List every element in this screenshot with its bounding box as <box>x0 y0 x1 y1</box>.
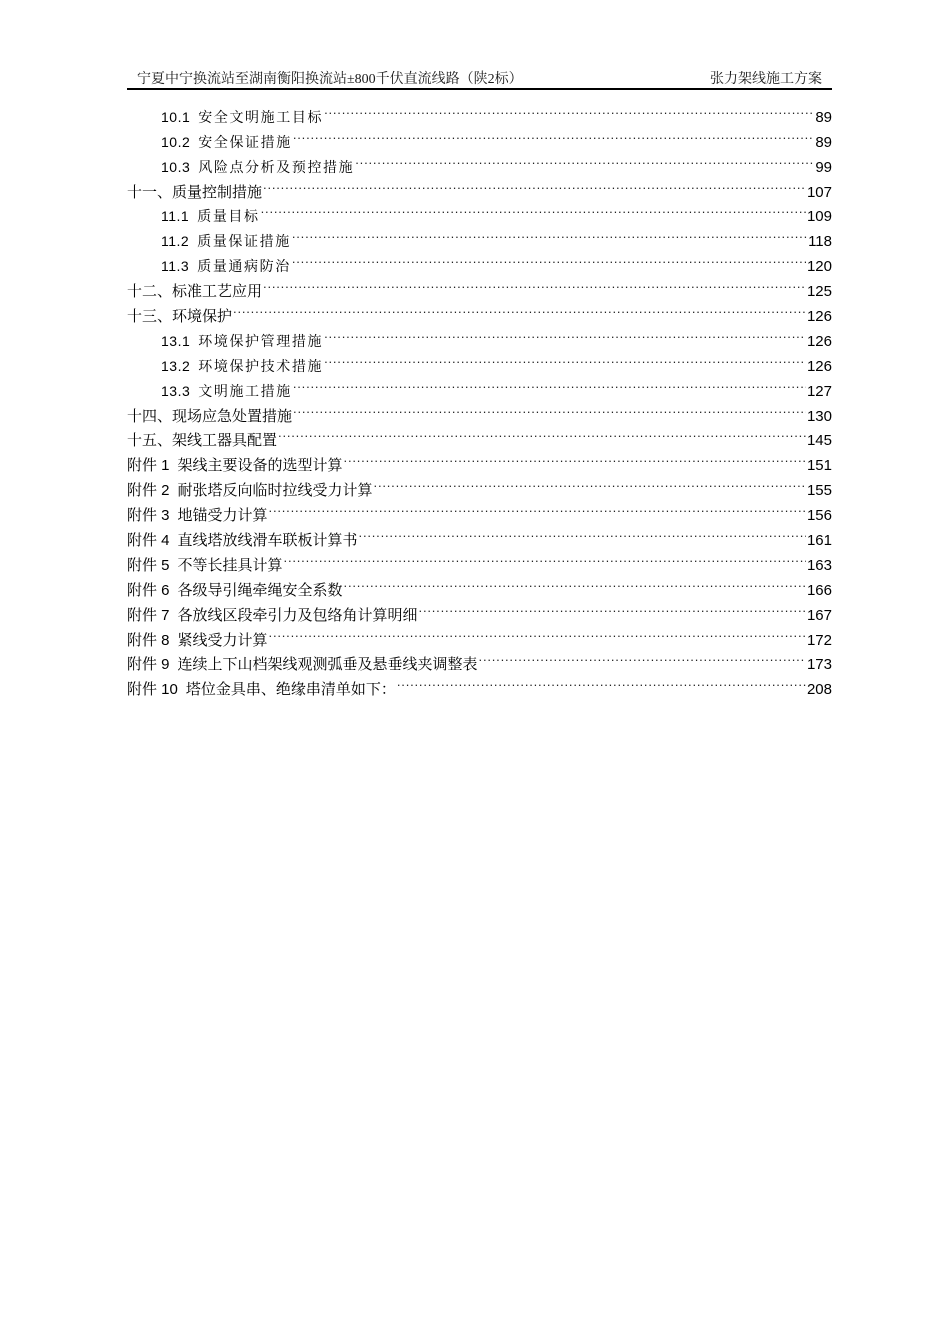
toc-entry-title: 架线工器具配置 <box>172 432 278 450</box>
toc-entry-page: 127 <box>806 382 832 400</box>
dot-leader <box>293 122 814 147</box>
dot-leader <box>293 396 806 421</box>
toc-entry-number: 附件 4 <box>127 532 170 550</box>
toc-entry-page: 109 <box>806 208 832 226</box>
toc-entry-number: 13.2 <box>161 357 191 374</box>
dot-leader <box>374 470 806 495</box>
toc-entry-title: 各放线区段牵引力及包络角计算明细 <box>177 606 418 624</box>
toc-entry-number: 10.3 <box>161 158 191 175</box>
toc-entry-title: 环境保护管理措施 <box>198 332 324 349</box>
toc-entry-page: 120 <box>806 258 832 276</box>
dot-leader <box>261 197 806 222</box>
toc-entry-title: 质量目标 <box>197 208 260 225</box>
toc-entry-number: 十五、 <box>127 432 173 450</box>
toc-entry-page: 151 <box>806 457 832 475</box>
header-project-title: 宁夏中宁换流站至湖南衡阳换流站±800千伏直流线路（陕2标） <box>137 72 523 87</box>
dot-leader <box>292 246 806 271</box>
dot-leader <box>324 346 806 371</box>
dot-leader <box>284 545 806 570</box>
dot-leader <box>269 620 806 645</box>
toc-entry-page: 145 <box>806 432 832 450</box>
toc-entry-title: 质量保证措施 <box>197 233 291 250</box>
dot-leader <box>324 321 806 346</box>
toc-entry-title: 环境保护 <box>172 308 233 326</box>
toc-entry-number: 十三、 <box>127 308 173 326</box>
toc-entry-page: 107 <box>806 183 832 201</box>
dot-leader <box>344 445 806 470</box>
toc-entry-number: 附件 1 <box>127 457 170 475</box>
toc-entry-number: 11.3 <box>161 258 190 275</box>
toc-entry-number: 附件 8 <box>127 631 170 649</box>
toc-entry-title: 环境保护技术措施 <box>198 357 324 374</box>
toc-entry-title: 塔位金具串、绝缘串清单如下： <box>185 681 396 699</box>
toc-entry-title: 标准工艺应用 <box>172 283 263 301</box>
dot-leader <box>419 595 806 620</box>
toc-entry-title: 直线塔放线滑车联板计算书 <box>177 532 358 550</box>
toc-entry-number: 10.1 <box>161 108 191 125</box>
toc-entry-number: 附件 2 <box>127 482 170 500</box>
toc-entry-page: 155 <box>806 482 832 500</box>
dot-leader <box>344 570 806 595</box>
toc-entry-number: 十二、 <box>127 283 173 301</box>
toc-entry-10-1[interactable] <box>127 97 832 126</box>
toc-entry-number: 附件 10 <box>127 681 178 699</box>
toc-entry-page: 126 <box>806 308 832 326</box>
toc-entry-page: 99 <box>815 158 832 176</box>
toc-entry-page: 156 <box>806 507 832 525</box>
dot-leader <box>479 645 806 670</box>
toc-entry-page: 125 <box>806 283 832 301</box>
dot-leader <box>233 296 806 321</box>
dot-leader <box>278 421 806 446</box>
dot-leader <box>359 520 806 545</box>
dot-leader <box>292 221 807 246</box>
toc-entry-page: 173 <box>806 656 832 674</box>
table-of-contents <box>127 97 832 699</box>
toc-entry-13-1[interactable] <box>127 321 832 350</box>
toc-entry-number: 13.3 <box>161 382 191 399</box>
dot-leader <box>263 271 806 296</box>
toc-entry-title: 质量通病防治 <box>197 258 291 275</box>
toc-entry-title: 连续上下山档架线观测弧垂及悬垂线夹调整表 <box>177 656 478 674</box>
toc-entry-page: 208 <box>806 681 832 699</box>
toc-entry-number: 十一、 <box>127 183 173 201</box>
toc-entry-page: 163 <box>806 556 832 574</box>
toc-entry-page: 130 <box>806 407 832 425</box>
toc-entry-title: 耐张塔反向临时拉线受力计算 <box>177 482 373 500</box>
toc-entry-title: 紧线受力计算 <box>177 631 268 649</box>
dot-leader <box>397 669 806 694</box>
toc-entry-title: 质量控制措施 <box>172 183 263 201</box>
toc-entry-title: 安全保证措施 <box>198 133 292 150</box>
toc-entry-number: 11.1 <box>161 208 190 225</box>
toc-entry-page: 118 <box>808 233 832 251</box>
toc-entry-page: 89 <box>815 133 832 151</box>
toc-entry-title: 文明施工措施 <box>198 382 292 399</box>
toc-entry-title: 安全文明施工目标 <box>198 108 324 125</box>
toc-entry-page: 126 <box>806 357 832 375</box>
toc-entry-number: 十四、 <box>127 407 173 425</box>
toc-entry-title: 地锚受力计算 <box>177 507 268 525</box>
toc-entry-number: 附件 7 <box>127 606 170 624</box>
toc-entry-page: 89 <box>815 108 832 126</box>
toc-entry-title: 架线主要设备的选型计算 <box>177 457 343 475</box>
toc-entry-page: 126 <box>806 332 832 350</box>
toc-entry-number: 13.1 <box>161 332 191 349</box>
toc-entry-page: 167 <box>806 606 832 624</box>
toc-entry-number: 附件 9 <box>127 656 170 674</box>
toc-entry-chapter-13[interactable] <box>127 296 832 326</box>
dot-leader <box>293 371 806 396</box>
toc-entry-number: 10.2 <box>161 133 191 150</box>
toc-entry-title: 风险点分析及预控措施 <box>198 158 355 175</box>
toc-entry-page: 166 <box>806 581 832 599</box>
toc-entry-number: 11.2 <box>161 233 190 250</box>
toc-entry-title: 各级导引绳牵绳安全系数 <box>177 581 343 599</box>
dot-leader <box>269 495 806 520</box>
dot-leader <box>355 147 814 172</box>
toc-entry-number: 附件 5 <box>127 556 170 574</box>
toc-entry-number: 附件 6 <box>127 581 170 599</box>
dot-leader <box>263 172 806 197</box>
dot-leader <box>324 97 814 122</box>
header-document-title: 张力架线施工方案 <box>710 72 822 87</box>
toc-entry-title: 不等长挂具计算 <box>177 556 283 574</box>
toc-entry-page: 172 <box>806 631 832 649</box>
toc-entry-title: 现场应急处置措施 <box>172 407 293 425</box>
toc-entry-page: 161 <box>806 532 832 550</box>
page-header <box>127 66 832 90</box>
toc-entry-number: 附件 3 <box>127 507 170 525</box>
